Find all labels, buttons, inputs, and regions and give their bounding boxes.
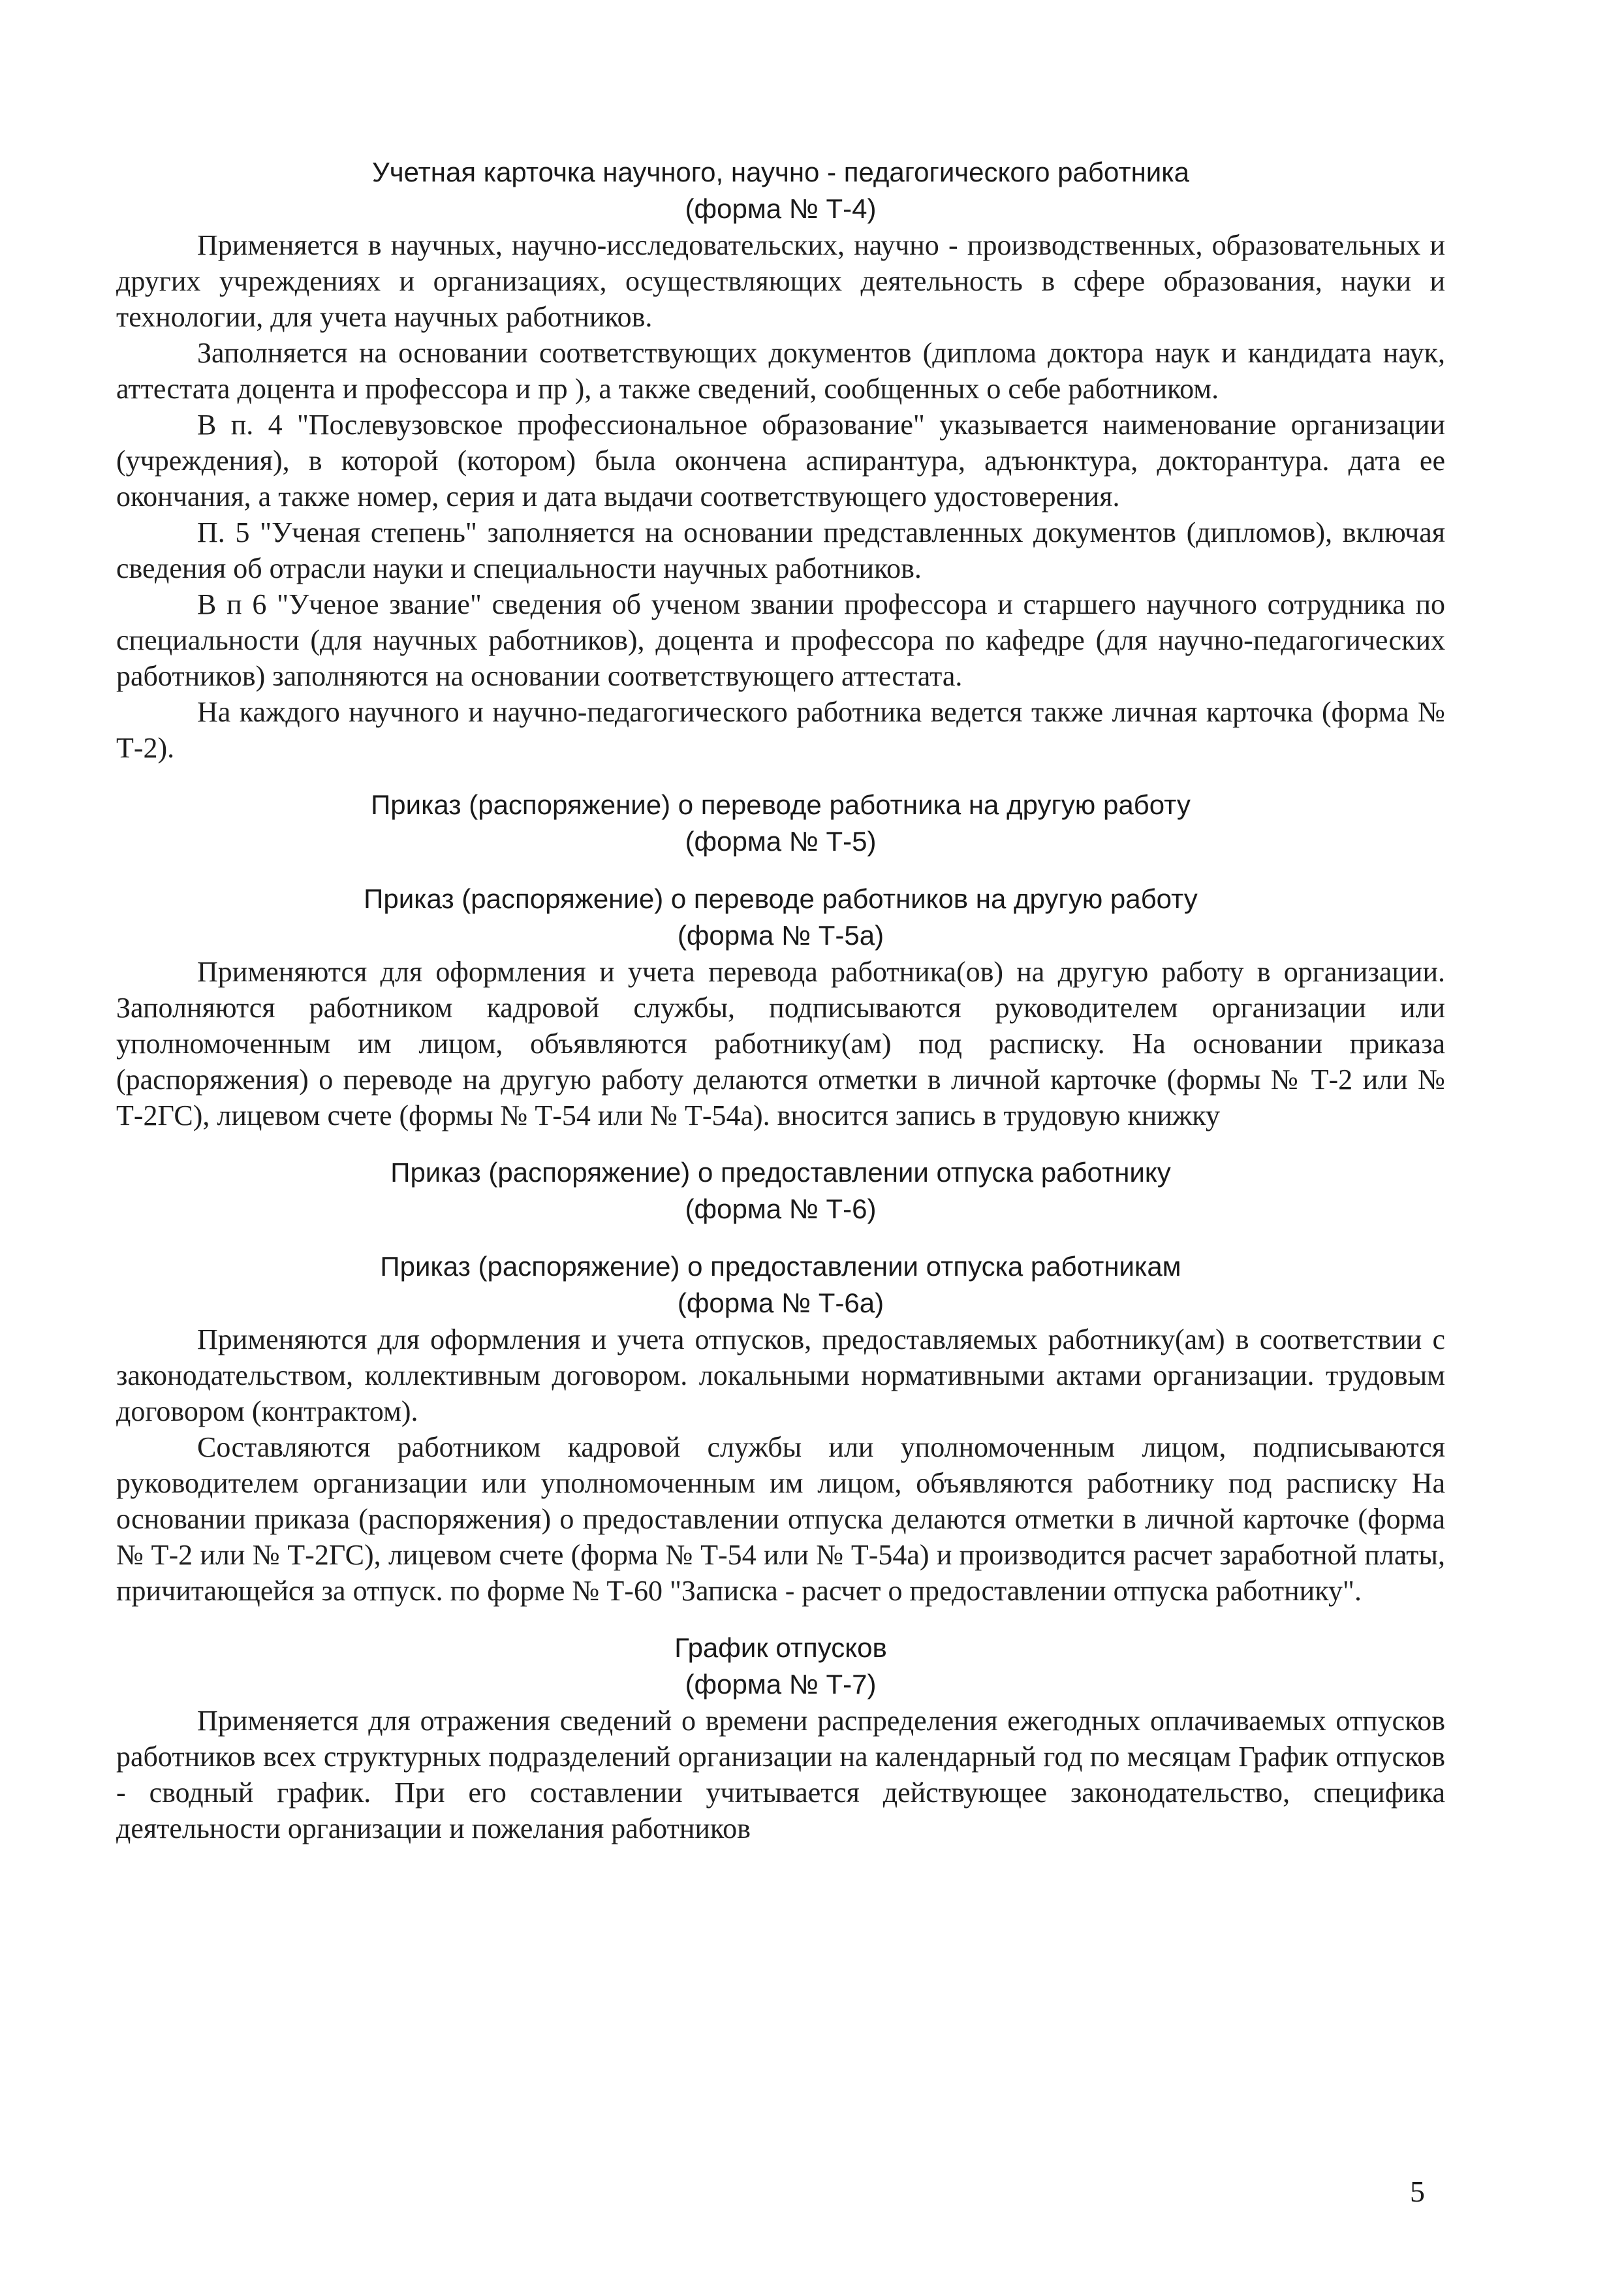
section-t5 [116,787,1445,860]
section-form-number: (форма № Т-5) [685,826,877,857]
section-title: Приказ (распоряжение) о предоставлении отпуска работникам [380,1251,1181,1282]
section-title: Приказ (распоряжение) о предоставлении отпуска работнику [390,1157,1171,1188]
paragraph: На каждого научного и научно-педагогического работника ведется также личная карточка (форма № Т-2). [116,696,1445,764]
section-t7 [116,1630,1445,1846]
paragraph: Применяются для оформления и учета перевода работника(ов) на другую работу в организации. Заполняются работником кадровой службы, подписываются руководителем организации или уполномоченным им лицом, объявляются работнику(ам) под расписку. На основании приказа (распоряжения) о переводе на другую работу делаются отметки в личной карточке (формы № Т-2 или № Т-2ГС), лицевом счете (формы № Т-54 или № Т-54а). вносится запись в трудовую книжку [116,956,1445,1131]
section-t5a [116,881,1445,1133]
section-form-number: (форма № Т-6а) [677,1288,884,1318]
section-heading [116,787,1445,860]
paragraph: Составляются работником кадровой службы или уполномоченным лицом, подписываются руководителем организации или уполномоченным им лицом, объявляются работнику под расписку На основании приказа (распоряжения) о предоставлении отпуска делаются отметки в личной карточке (форма № Т-2 или № Т-2ГС), лицевом счете (форма № Т-54 или № Т-54а) и производится расчет заработной платы, причитающейся за отпуск. по форме № Т-60 "Записка - расчет о предоставлении отпуска работнику". [116,1431,1445,1607]
section-heading [116,1630,1445,1703]
section-spacer [116,865,1445,881]
section-spacer [116,771,1445,787]
section-title: Приказ (распоряжение) о переводе работников на другую работу [364,883,1198,914]
section-form-number: (форма № Т-5а) [677,920,884,951]
paragraph: В п. 4 "Послевузовское профессиональное образование" указывается наименование организации (учреждения), в которой (котором) была окончена аспирантура, адъюнктура, докторантура. дата ее окончания, а также номер, серия и дата выдачи соответствующего удостоверения. [116,409,1445,513]
paragraph: Заполняется на основании соответствующих документов (диплома доктора наук и кандидата наук, аттестата доцента и профессора и пр ), а также сведений, сообщенных о себе работником. [116,337,1445,405]
section-title: График отпусков [674,1632,887,1663]
section-heading [116,154,1445,227]
section-heading [116,881,1445,954]
section-form-number: (форма № Т-7) [685,1669,877,1700]
page-content [116,154,1445,1852]
paragraph: Применяются для оформления и учета отпусков, предоставляемых работнику(ам) в соответствии с законодательством, коллективным договором. локальными нормативными актами организации. трудовым договором (контрактом). [116,1323,1445,1427]
section-title: Приказ (распоряжение) о переводе работника на другую работу [371,789,1191,820]
section-heading [116,1154,1445,1227]
section-spacer [116,1233,1445,1248]
section-form-number: (форма № Т-4) [685,193,877,224]
paragraph: Применяется для отражения сведений о времени распределения ежегодных оплачиваемых отпусков работников всех структурных подразделений организации на календарный год по месяцам График отпусков - сводный график. При его составлении учитывается действующее законодательство, специфика деятельности организации и пожелания работников [116,1705,1445,1844]
section-t4 [116,154,1445,766]
paragraph: В п 6 "Ученое звание" сведения об ученом звании профессора и старшего научного сотрудника по специальности (для научных работников), доцента и профессора по кафедре (для научно-педагогических работников) заполняются на основании соответствующего аттестата. [116,588,1445,692]
paragraph: П. 5 "Ученая степень" заполняется на основании представленных документов (дипломов), включая сведения об отрасли науки и специальности научных работников. [116,516,1445,584]
section-heading [116,1248,1445,1321]
section-t6a [116,1248,1445,1609]
section-title: Учетная карточка научного, научно - педагогического работника [372,157,1189,187]
paragraph: Применяется в научных, научно-исследовательских, научно - производственных, образовательных и других учреждениях и организациях, осуществляющих деятельность в сфере образования, науки и технологии, для учета научных работников. [116,229,1445,333]
section-form-number: (форма № Т-6) [685,1194,877,1224]
section-spacer [116,1614,1445,1630]
page-number: 5 [1410,2175,1425,2208]
section-spacer [116,1139,1445,1154]
section-t6 [116,1154,1445,1227]
